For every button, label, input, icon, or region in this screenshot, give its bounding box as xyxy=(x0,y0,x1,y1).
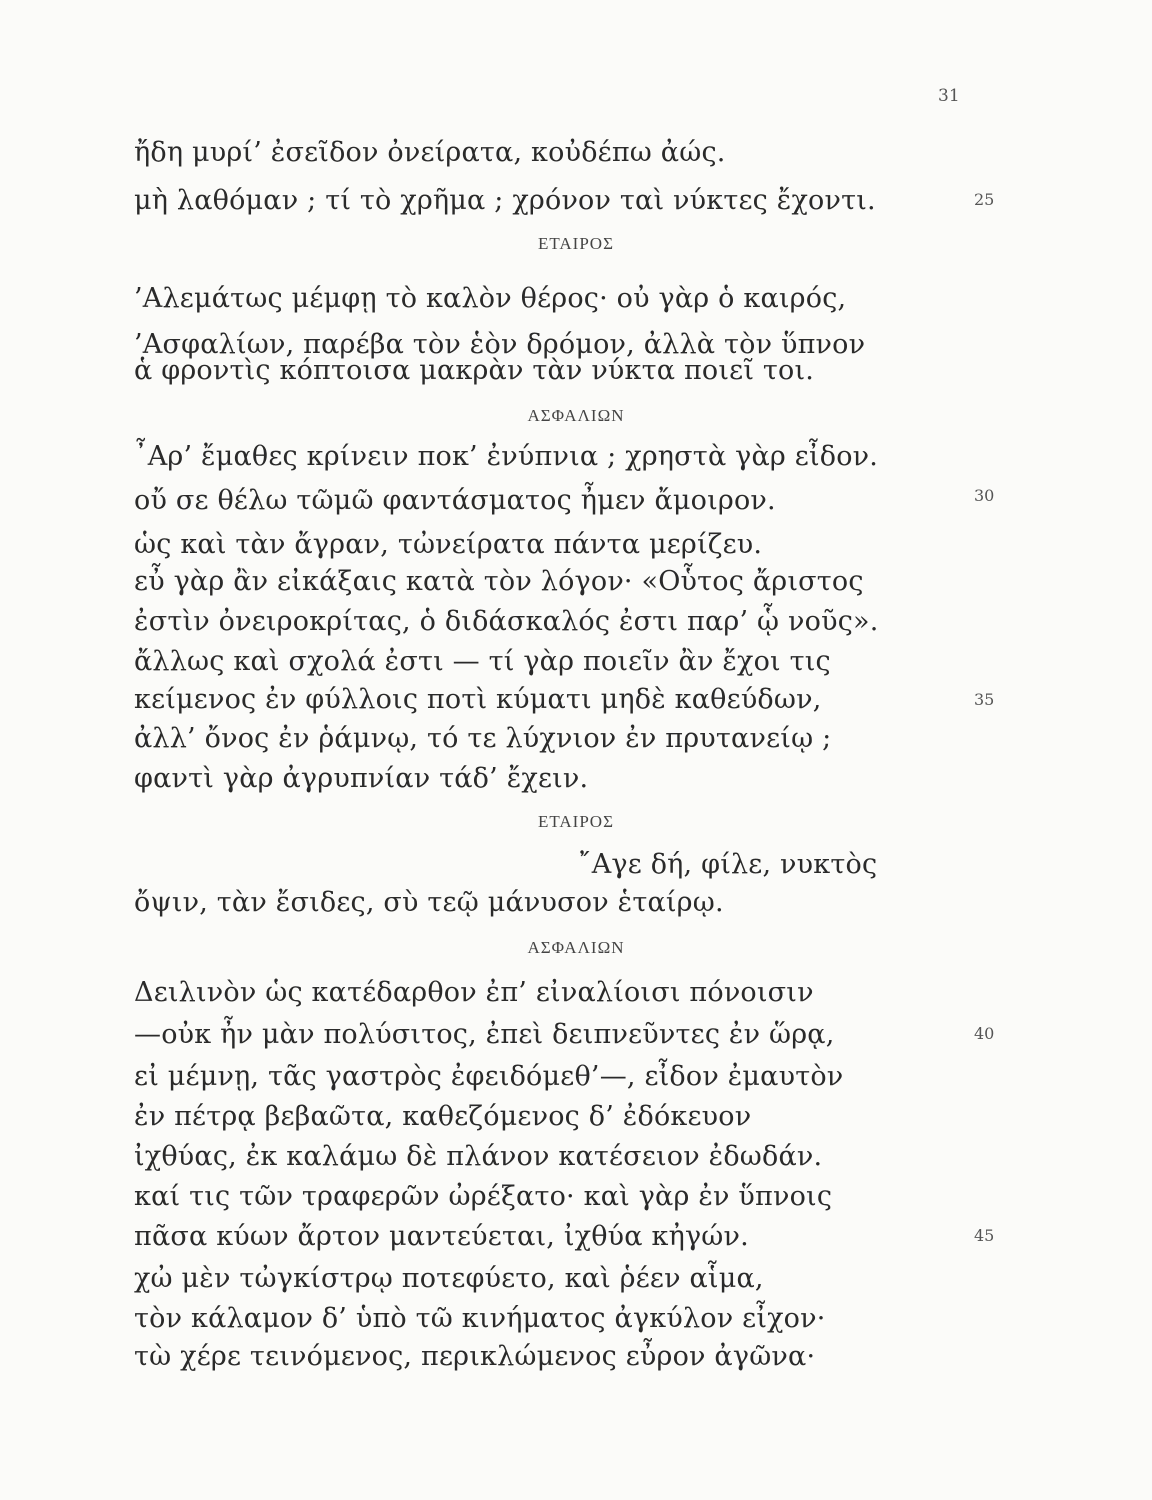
verse-line: ἀλλ’ ὄνος ἐν ῥάμνῳ, τό τε λύχνιον ἐν πρυτανείῳ ; xyxy=(134,723,832,754)
verse-line: πᾶσα κύων ἄρτον μαντεύεται, ἰχθύα κἠγών. xyxy=(134,1221,749,1252)
line-number: 25 xyxy=(974,190,995,209)
verse-line: ὄψιν, τὰν ἔσιδες, σὺ τεῷ μάνυσον ἑταίρῳ. xyxy=(134,887,724,918)
verse-line: ἄλλως καὶ σχολά ἐστι — τί γὰρ ποιεῖν ἂν ἔχοι τις xyxy=(134,646,831,677)
page-number: 31 xyxy=(938,86,960,106)
line-number: 40 xyxy=(974,1024,995,1043)
verse-line: εἰ μέμνῃ, τᾶς γαστρὸς ἐφειδόμεθ’—, εἶδον ἐμαυτὸν xyxy=(134,1061,844,1092)
verse-line: τὸν κάλαμον δ’ ὑπὸ τῶ κινήματος ἀγκύλον εἶχον· xyxy=(134,1303,826,1334)
line-number: 30 xyxy=(974,486,995,505)
speaker-heading: ΕΤΑΙΡΟΣ xyxy=(538,234,614,253)
verse-line: φαντὶ γὰρ ἀγρυπνίαν τάδ’ ἔχειν. xyxy=(134,763,589,794)
verse-line: ἁ φροντὶς κόπτοισα μακρὰν τὰν νύκτα ποιεῖ τοι. xyxy=(134,355,815,386)
line-number: 45 xyxy=(974,1226,995,1245)
verse-line: ἤδη μυρί’ ἐσεῖδον ὀνείρατα, κοὐδέπω ἀώς. xyxy=(134,137,726,168)
verse-line: ἐστὶν ὀνειροκρίτας, ὁ διδάσκαλός ἐστι παρ’ ᾧ νοῦς». xyxy=(134,606,879,637)
verse-line: καί τις τῶν τραφερῶν ὠρέξατο· καὶ γὰρ ἐν ὕπνοις xyxy=(134,1181,833,1212)
verse-line: Δειλινὸν ὡς κατέδαρθον ἐπ’ εἰναλίοισι πόνοισιν xyxy=(134,977,814,1008)
verse-line: κείμενος ἐν φύλλοις ποτὶ κύματι μηδὲ καθεύδων, xyxy=(134,684,822,715)
verse-line: τὼ χέρε τεινόμενος, περικλώμενος εὖρον ἀγῶνα· xyxy=(134,1341,816,1372)
speaker-heading: ΑΣΦΑΛΙΩΝ xyxy=(527,938,625,957)
verse-line: οὔ σε θέλω τῶμῶ φαντάσματος ἦμεν ἄμοιρον. xyxy=(134,485,776,516)
verse-line: ὡς καὶ τὰν ἄγραν, τὠνείρατα πάντα μερίζευ. xyxy=(134,529,763,560)
speaker-heading: ΕΤΑΙΡΟΣ xyxy=(538,812,614,831)
verse-line: ῎Αγε δή, φίλε, νυκτὸς xyxy=(578,849,878,880)
verse-line: ’Ασφαλίων, παρέβα τὸν ἑὸν δρόμον, ἀλλὰ τὸν ὕπνον xyxy=(134,329,866,360)
verse-line: εὖ γὰρ ἂν εἰκάξαις κατὰ τὸν λόγον· «Οὗτος ἄριστος xyxy=(134,566,864,597)
line-number: 35 xyxy=(974,690,995,709)
verse-line: ῏Αρ’ ἔμαθες κρίνειν ποκ’ ἐνύπνια ; χρηστὰ γὰρ εἶδον. xyxy=(134,441,879,472)
verse-line: μὴ λαθόμαν ; τί τὸ χρῆμα ; χρόνον ταὶ νύκτες ἔχοντι. xyxy=(134,185,876,216)
verse-line: ἰχθύας, ἐκ καλάμω δὲ πλάνον κατέσειον ἐδωδάν. xyxy=(134,1141,823,1172)
speaker-heading: ΑΣΦΑΛΙΩΝ xyxy=(527,406,625,425)
verse-line: ’Αλεμάτως μέμφῃ τὸ καλὸν θέρος· οὐ γὰρ ὁ καιρός, xyxy=(134,283,847,314)
verse-line: ἐν πέτρᾳ βεβαῶτα, καθεζόμενος δ’ ἐδόκευον xyxy=(134,1101,752,1132)
verse-line: χὠ μὲν τὠγκίστρῳ ποτεφύετο, καὶ ῥέεν αἷμα, xyxy=(134,1263,764,1294)
verse-line: —οὐκ ἦν μὰν πολύσιτος, ἐπεὶ δειπνεῦντες ἐν ὥρᾳ, xyxy=(134,1019,835,1050)
